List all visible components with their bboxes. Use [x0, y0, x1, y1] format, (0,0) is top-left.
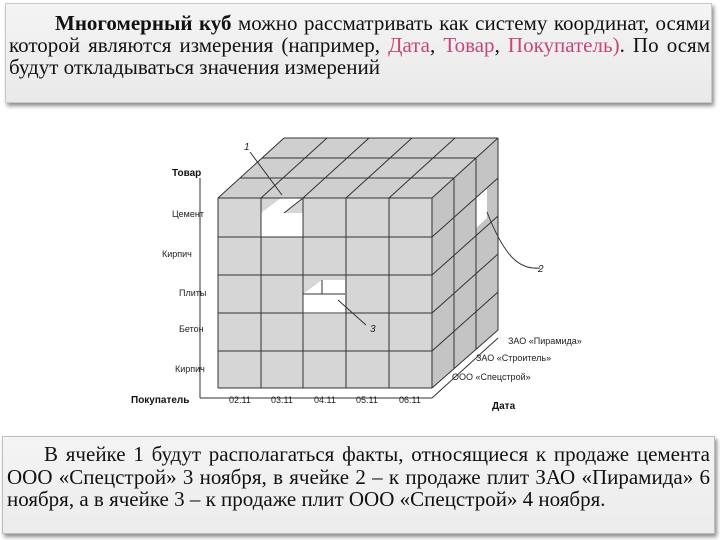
buyer-label: ЗАО «Пирамида» [508, 336, 582, 346]
date-label: 02.11 [229, 395, 251, 405]
intro-term: Многомерный куб [55, 11, 232, 35]
dimension-buyer: Покупатель) [507, 33, 620, 57]
date-label: 04.11 [314, 395, 336, 405]
axis-date-label: Дата [492, 401, 516, 412]
date-label: 05.11 [356, 395, 378, 405]
callout-1: 1 [244, 142, 250, 153]
goods-label: Бетон [179, 324, 204, 334]
cell-1 [261, 213, 303, 237]
dimension-date: Дата [388, 33, 430, 57]
goods-label: Плиты [179, 288, 207, 298]
intro-text: Многомерный куб можно рассматривать как систему координат, осями которой являются измерения (например, Дата, Товар, Покупатель). По осям будут откладываться значения измерений [9, 11, 710, 79]
axis-goods-label: Товар [172, 168, 202, 179]
goods-label: Кирпич [175, 364, 205, 374]
date-label: 06.11 [399, 395, 421, 405]
goods-label: Цемент [172, 209, 204, 219]
buyer-label: ООО «Спецстрой» [452, 372, 531, 382]
explanation-panel [2, 436, 715, 534]
goods-label: Кирпич [162, 249, 192, 259]
axis-buyer-label: Покупатель [131, 395, 190, 406]
intro-text-2: . По осям будут откладываться значения измерений [9, 33, 710, 79]
intro-text-1: можно рассматривать как систему координат, осями которой являются измерения (например, [9, 11, 710, 57]
dimension-goods: Товар [443, 33, 495, 57]
callout-2: 2 [538, 264, 544, 275]
cell-3 [303, 294, 345, 314]
date-label: 03.11 [271, 395, 293, 405]
callout-3: 3 [370, 324, 376, 335]
buyer-label: ЗАО «Строитель» [476, 353, 552, 363]
explanation-text: В ячейке 1 будут располагаться факты, относящиеся к продаже цемента ООО «Спецстрой» 3 ноября, в ячейке 2 – к продаже плит ЗАО «Пирамида» 6 ноября, а в ячейке 3 – к продаже плит ООО «Спецстрой» 4 ноября. [7, 442, 710, 511]
